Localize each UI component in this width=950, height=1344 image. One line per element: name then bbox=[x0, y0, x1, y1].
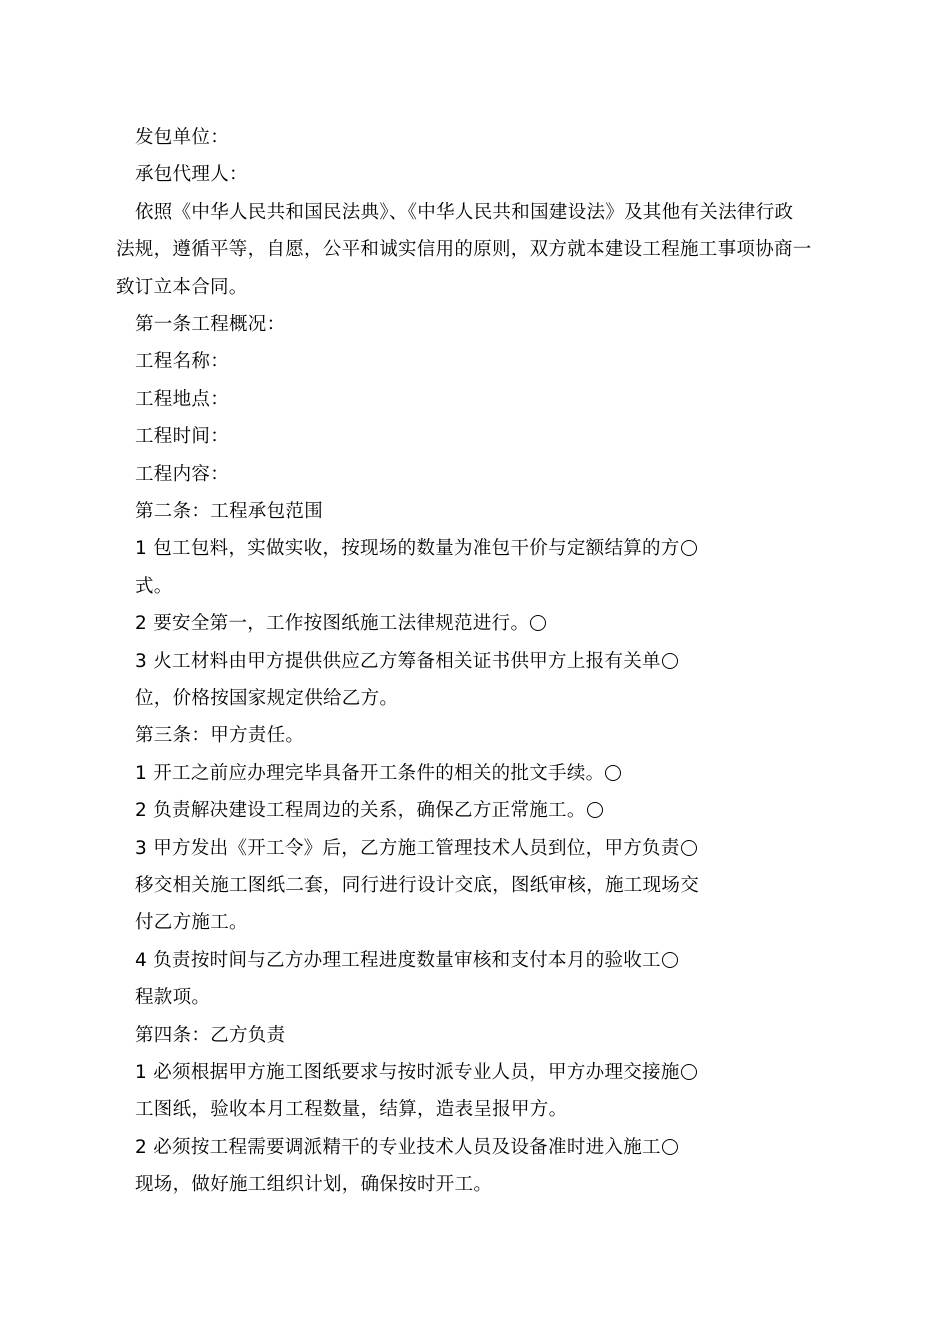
circle-mark-icon bbox=[681, 1064, 697, 1080]
article2-item3-line2: 位，价格按国家规定供给乙方。 bbox=[135, 688, 399, 709]
preamble-line-3: 致订立本合同。 bbox=[116, 277, 248, 298]
circle-mark-icon bbox=[662, 1139, 678, 1155]
article3-item2: 2 负责解决建设工程周边的关系，确保乙方正常施工。 bbox=[135, 799, 603, 823]
project-time-label: 工程时间： bbox=[135, 426, 230, 447]
article2-title: 第二条：工程承包范围 bbox=[135, 501, 324, 522]
article2-item2: 2 要安全第一，工作按图纸施工法律规范进行。 bbox=[135, 612, 546, 636]
circle-mark-icon bbox=[587, 802, 603, 818]
article1-title: 第一条工程概况： bbox=[135, 314, 286, 335]
agent-label: 承包代理人： bbox=[135, 164, 248, 185]
circle-mark-icon bbox=[681, 840, 697, 856]
article4-item1-line2: 工图纸，验收本月工程数量，结算，造表呈报甲方。 bbox=[135, 1099, 568, 1120]
project-location-label: 工程地点： bbox=[135, 389, 230, 410]
article4-item2-line2: 现场，做好施工组织计划，确保按时开工。 bbox=[135, 1174, 493, 1195]
article2-item3-line1: 3 火工材料由甲方提供供应乙方筹备相关证书供甲方上报有关单 bbox=[135, 650, 678, 674]
article3-item3-line3: 付乙方施工。 bbox=[135, 912, 248, 933]
circle-mark-icon bbox=[681, 540, 697, 556]
project-name-label: 工程名称： bbox=[135, 351, 230, 372]
circle-mark-icon bbox=[605, 765, 621, 781]
preamble-line-1: 依照《中华人民共和国民法典》、《中华人民共和国建设法》及其他有关法律行政 bbox=[135, 202, 794, 223]
article4-item1-line1: 1 必须根据甲方施工图纸要求与按时派专业人员，甲方办理交接施 bbox=[135, 1061, 697, 1085]
contractor-unit-label: 发包单位： bbox=[135, 127, 230, 148]
circle-mark-icon bbox=[530, 615, 546, 631]
article3-item3-line2: 移交相关施工图纸二套，同行进行设计交底，图纸审核，施工现场交 bbox=[135, 875, 700, 896]
article3-item3-line1: 3 甲方发出《开工令》后，乙方施工管理技术人员到位，甲方负责 bbox=[135, 837, 697, 861]
article3-item4-line1: 4 负责按时间与乙方办理工程进度数量审核和支付本月的验收工 bbox=[135, 949, 678, 973]
article4-item2-line1: 2 必须按工程需要调派精干的专业技术人员及设备准时进入施工 bbox=[135, 1136, 678, 1160]
article2-item1-line2: 式。 bbox=[135, 576, 173, 597]
preamble-line-2: 法规，遵循平等，自愿，公平和诚实信用的原则，双方就本建设工程施工事项协商一 bbox=[116, 239, 812, 260]
article4-title: 第四条：乙方负责 bbox=[135, 1025, 286, 1046]
project-content-label: 工程内容： bbox=[135, 464, 230, 485]
article3-item4-line2: 程款项。 bbox=[135, 987, 211, 1008]
circle-mark-icon bbox=[662, 653, 678, 669]
circle-mark-icon bbox=[662, 952, 678, 968]
article3-title: 第三条：甲方责任。 bbox=[135, 725, 305, 746]
article2-item1-line1: 1 包工包料，实做实收，按现场的数量为准包干价与定额结算的方 bbox=[135, 537, 697, 561]
article3-item1: 1 开工之前应办理完毕具备开工条件的相关的批文手续。 bbox=[135, 762, 621, 786]
